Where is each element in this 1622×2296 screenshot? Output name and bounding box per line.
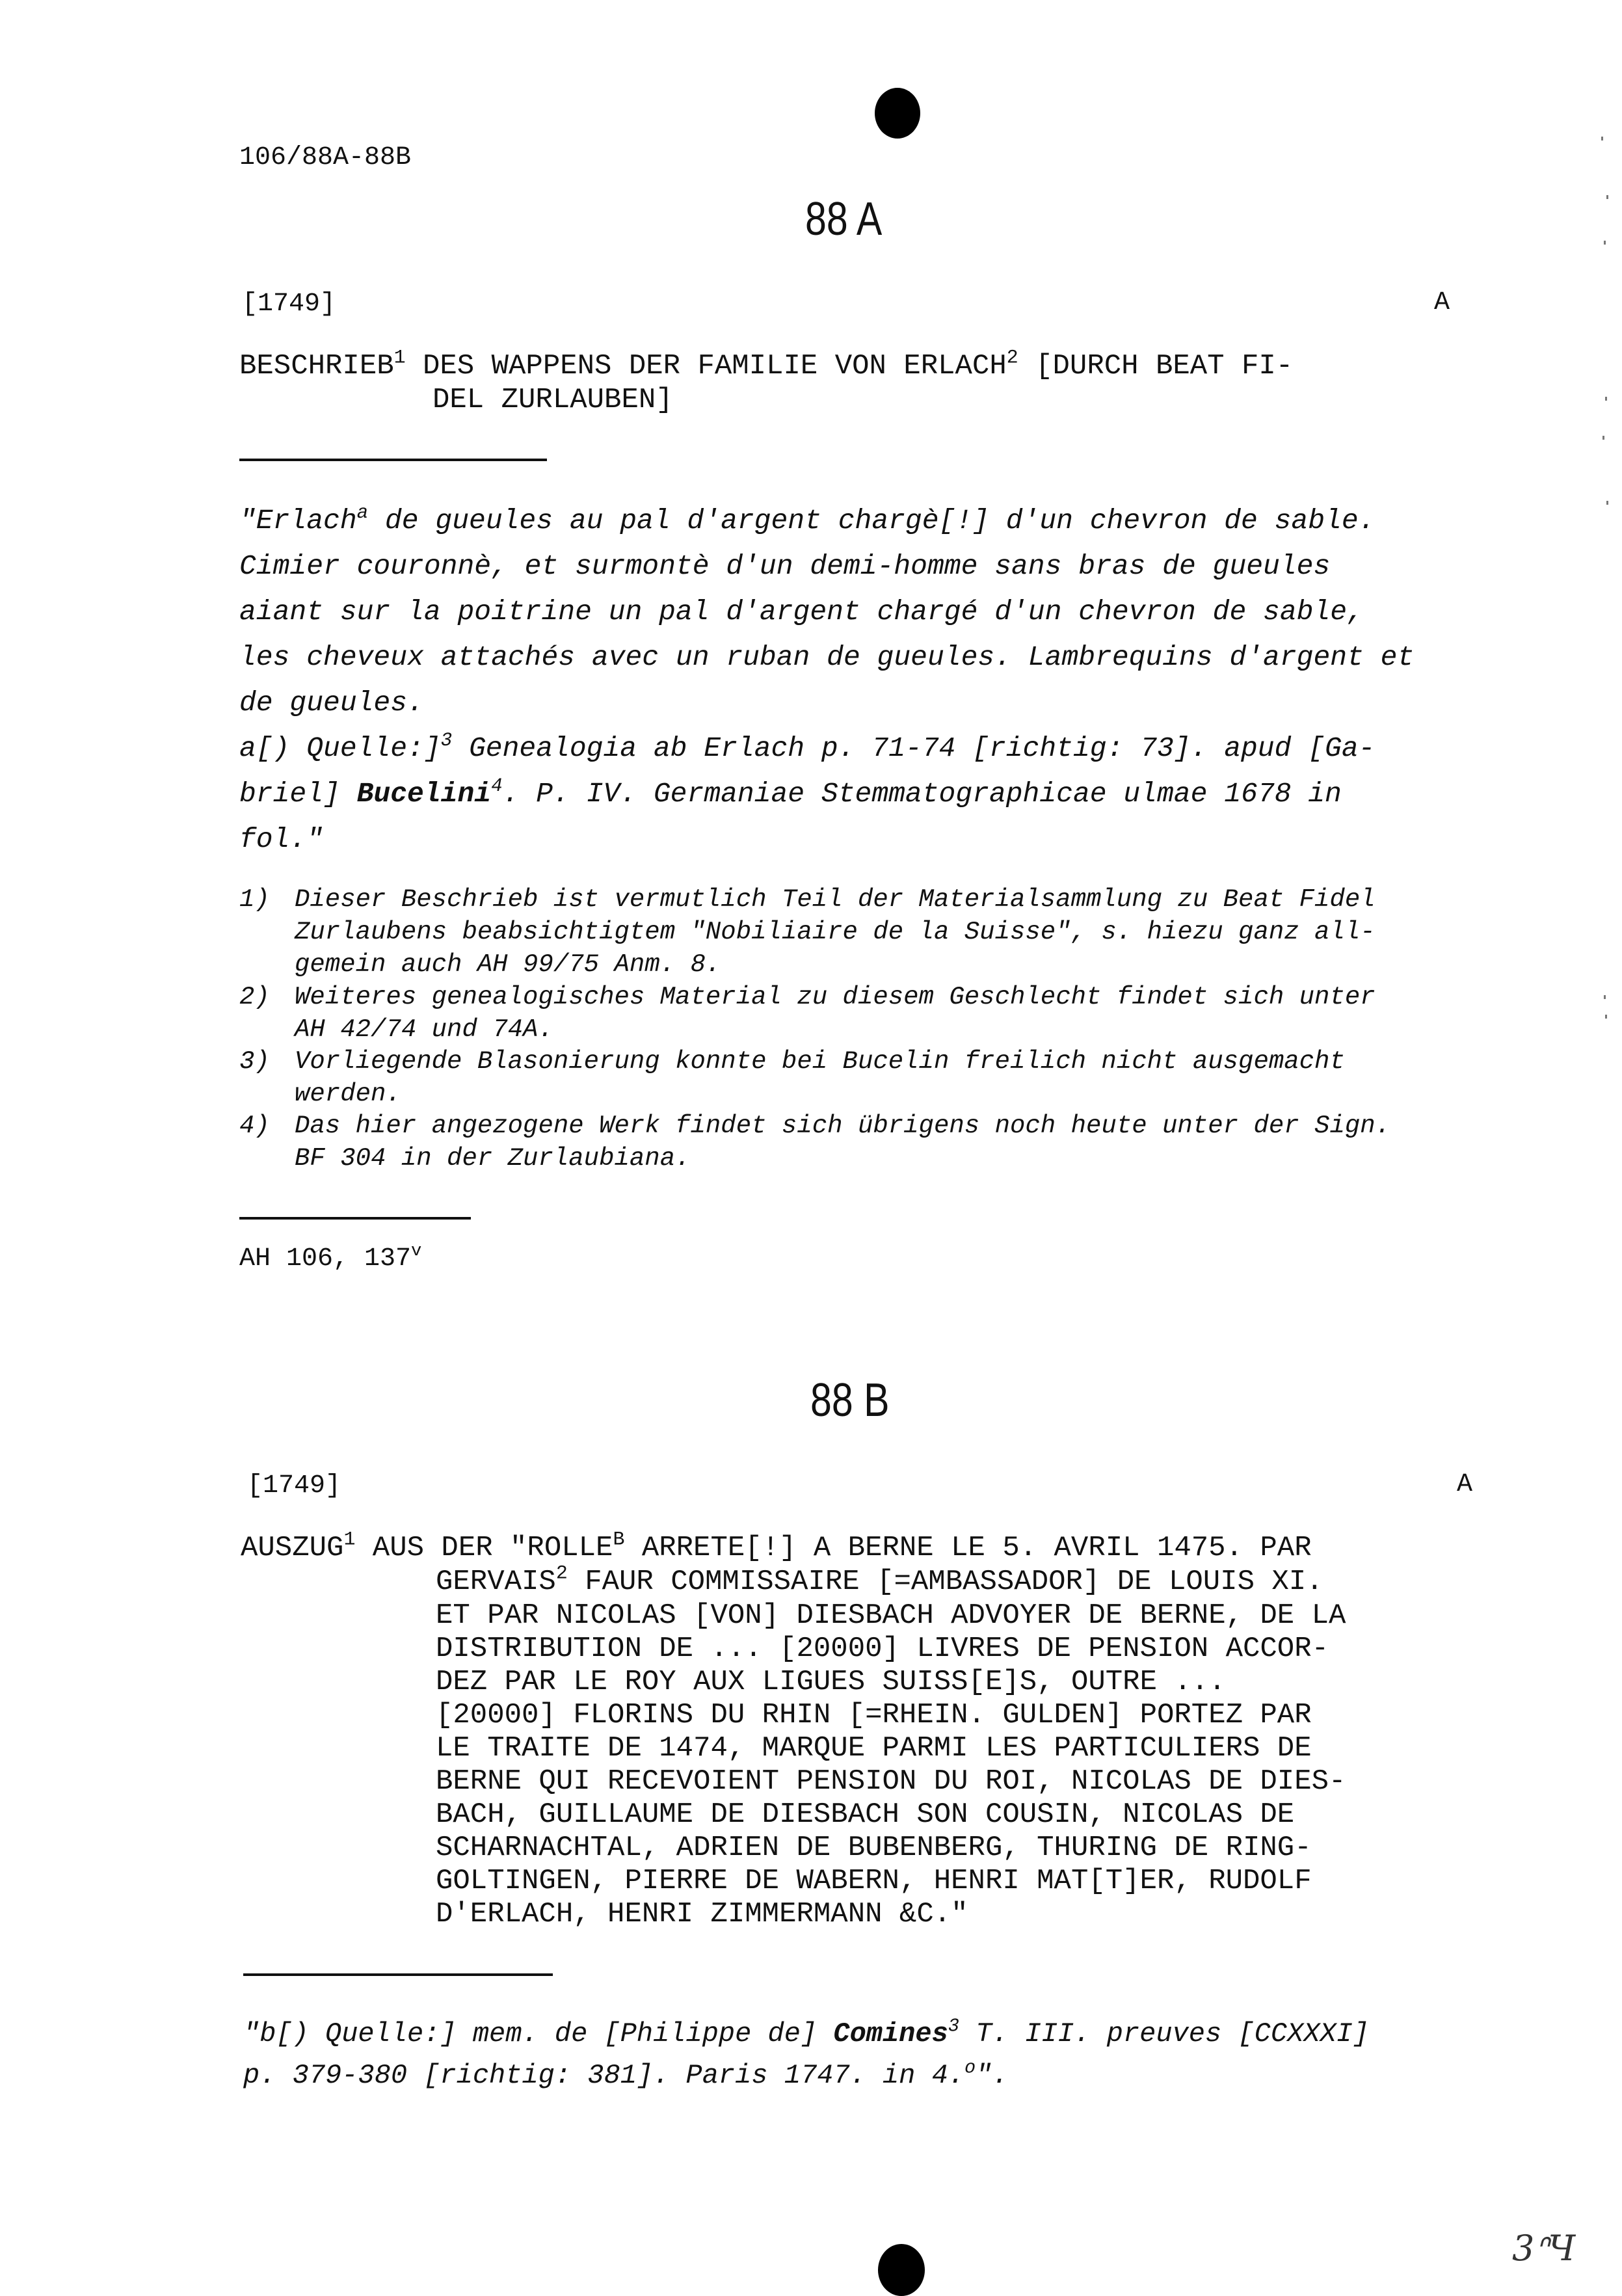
margin-speck <box>1604 995 1606 999</box>
body-line: fol." <box>239 823 324 855</box>
punch-hole-bottom <box>878 2244 925 2296</box>
footnote-4 <box>239 1110 1540 1175</box>
footnote-number: 2) <box>239 983 270 1011</box>
footnote-2 <box>239 981 1540 1046</box>
page-reference: 106/88A-88B <box>239 143 412 172</box>
body-line: aiant sur la poitrine un pal d'argent chargé d'un chevron de sable, <box>239 596 1364 628</box>
doc-b-title-continued: ET PAR NICOLAS [VON] DIESBACH ADVOYER DE BERNE, DE LA DISTRIBUTION DE ... [20000] LIVRES DE PENSION ACCOR- DEZ PAR LE ROY AUX LIGUES SUISS[E]S, OUTRE ... [20000] FLORINS DU RHIN [=RHEIN. GULDEN] PORTEZ PAR LE TRAITE DE 1474, MARQUE PARMI LES PARTICULIERS DE BERNE QUI RECEVOIENT PENSION DU ROI, NICOLAS DE DIES- BACH, GUILLAUME DE DIESBACH SON COUSIN, NICOLAS DE SCHARNACHTAL, ADRIEN DE BUBENBERG, THURING DE RING- GOLTINGEN, PIERRE DE WABERN, HENRI MAT[T]ER, RUDOLF D'ERLACH, HENRI ZIMMERMANN &C." <box>436 1599 1346 1930</box>
doc-b-date: [1749] <box>247 1471 341 1501</box>
doc-b-title-line-1: AUSZUG$^1$ AUS DER "$ROLLE^B$ ARRETE[!] A BERNE LE 5. AVRIL 1475. PAR <box>241 1528 1312 1564</box>
margin-speck <box>1601 137 1603 140</box>
doc-b-title-line-2: GERVAIS$^2$ FAUR COMMISSAIRE [=AMBASSADOR] DE LOUIS XI. <box>436 1562 1323 1598</box>
body-line: briel] Bucelini$^4$. P. IV. Germaniae Stemmatographicae ulmae 1678 in <box>239 775 1342 810</box>
doc-a-body <box>239 498 1414 862</box>
handwritten-folio-mark: 3ᐢЧ <box>1512 2228 1576 2269</box>
punch-hole-top <box>875 88 920 139</box>
doc-b-rule <box>243 1973 553 1976</box>
doc-b-number: 88 B <box>810 1374 890 1426</box>
footnote-3 <box>239 1045 1540 1110</box>
doc-a-title: BESCHRIEB$^1$ DES WAPPENS DER FAMILIE VON ERLACH$^2$ [DURCH BEAT FI- <box>239 346 1294 382</box>
doc-a-title-rule <box>239 459 547 461</box>
margin-speck <box>1605 1015 1607 1019</box>
footnote-text: Weiteres genealogisches Material zu diesem Geschlecht findet sich unter AH 42/74 und 74A. <box>295 983 1376 1044</box>
doc-b-source-note: "b[) Quelle:] mem. de [Philippe de] Comines$^3$ T. III. preuves [CCXXXI] p. 379-380 [richtig: 381]. Paris 1747. in 4.$^o$". <box>243 2015 1370 2091</box>
margin-speck <box>1605 397 1607 401</box>
footnote-number: 4) <box>239 1112 270 1140</box>
doc-b-mark: A <box>1457 1470 1473 1499</box>
body-line: "Erlach$^a$ de gueules au pal d'argent chargè[!] d'un chevron de sable. <box>239 501 1376 537</box>
doc-a-mark: A <box>1434 288 1450 317</box>
margin-speck <box>1602 436 1604 440</box>
doc-a-source: AH 106, 137$^v$ <box>239 1241 422 1274</box>
body-line: les cheveux attachés avec un ruban de gueules. Lambrequins d'argent et <box>239 641 1415 673</box>
footnote-number: 1) <box>239 885 270 914</box>
footnote-text: Das hier angezogene Werk findet sich übrigens noch heute unter der Sign. BF 304 in der Zurlaubiana. <box>295 1112 1391 1173</box>
margin-speck <box>1606 501 1608 505</box>
footnote-text: Vorliegende Blasonierung konnte bei Bucelin freilich nicht ausgemacht werden. <box>295 1047 1345 1108</box>
footnote-1 <box>239 883 1540 981</box>
body-line: Cimier couronnè, et surmontè d'un demi-homme sans bras de gueules <box>239 550 1331 582</box>
body-line: de gueules. <box>239 687 424 719</box>
doc-a-title-line-2: DEL ZURLAUBEN] <box>432 384 673 416</box>
footnote-text: Dieser Beschrieb ist vermutlich Teil der Materialsammlung zu Beat Fidel Zurlaubens beabsichtigtem "Nobiliaire de la Suisse", s. hiezu ganz all- gemein auch AH 99/75 Anm. 8. <box>295 885 1376 979</box>
body-line: a[) Quelle:]$^3$ Genealogia ab Erlach p. 71-74 [richtig: 73]. apud [Ga- <box>239 729 1376 764</box>
doc-a-source-rule <box>239 1217 471 1220</box>
doc-a-number: 88 A <box>805 193 883 245</box>
doc-a-date: [1749] <box>242 289 336 319</box>
margin-speck <box>1606 195 1608 199</box>
footnote-number: 3) <box>239 1047 270 1076</box>
margin-speck <box>1604 241 1606 245</box>
